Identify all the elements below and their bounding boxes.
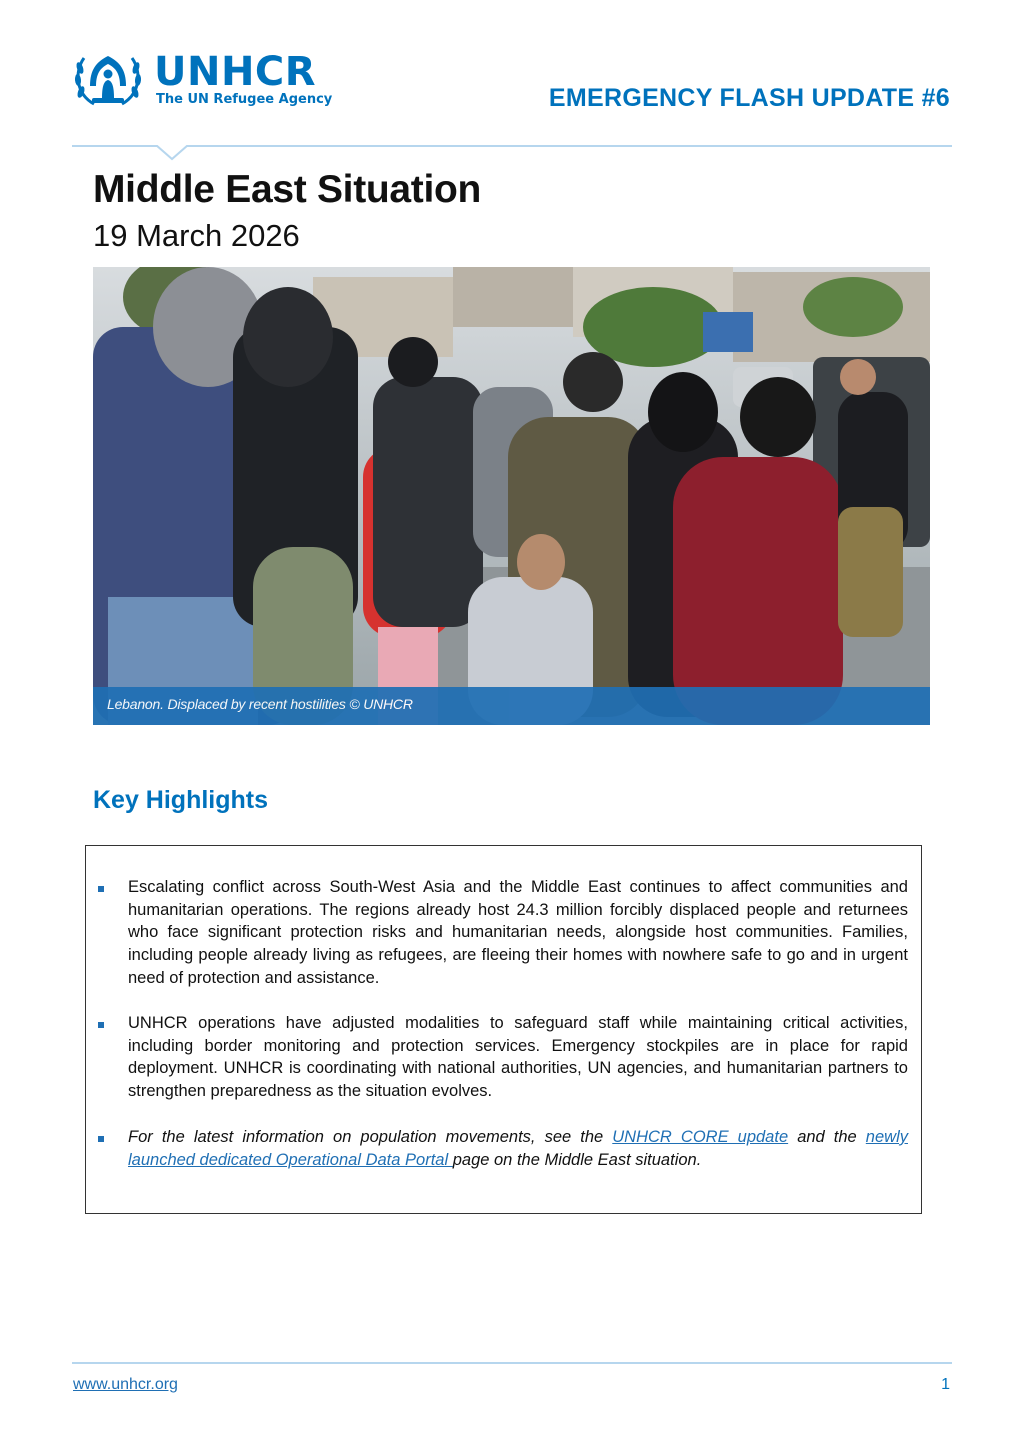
- unhcr-emblem-icon: [72, 48, 144, 110]
- flash-update-title: EMERGENCY FLASH UPDATE #6: [548, 84, 950, 112]
- header-divider: [72, 145, 952, 147]
- key-highlights-box: [85, 845, 922, 1214]
- footer-website-link[interactable]: www.unhcr.org: [73, 1376, 178, 1393]
- page-date: 19 March 2026: [93, 218, 300, 253]
- logo-wordmark: UNHCR: [154, 49, 317, 95]
- unhcr-core-update-link[interactable]: UNHCR CORE update: [612, 1128, 789, 1146]
- key-highlights-heading: Key Highlights: [93, 786, 269, 814]
- highlight-3-text-c: page on the Middle East situation.: [452, 1150, 702, 1169]
- displaced-people-photo: [93, 267, 930, 725]
- bullet-icon: [98, 1022, 104, 1028]
- photo-caption: Lebanon. Displaced by recent hostilities © UNHCR: [107, 696, 413, 712]
- operational-data-portal-link[interactable]: newly launched dedicated Operational Data Portal: [128, 1128, 908, 1169]
- highlight-item-3: [128, 1126, 908, 1171]
- bullet-icon: [98, 886, 104, 892]
- highlight-item-1: Escalating conflict across South-West Asia and the Middle East continues to affect communities and humanitarian operations. The regions already host 24.3 million forcibly displaced people and returnees who face significant protection risks and humanitarian needs, alongside host communities. Families, including people already living as refugees, are fleeing their homes with nowhere safe to go and in urgent need of protection and assistance.: [128, 878, 908, 987]
- page-title: Middle East Situation: [93, 168, 482, 211]
- footer-divider: [72, 1362, 952, 1364]
- photo-caption-bar: [93, 687, 930, 725]
- highlight-3-text-b: and the: [788, 1128, 866, 1146]
- divider-notch-icon: [156, 145, 188, 161]
- unhcr-logo: [72, 48, 342, 112]
- hero-photo: [93, 267, 930, 725]
- bullet-icon: [98, 1136, 104, 1142]
- highlight-3-text-a: For the latest information on population movements, see the: [128, 1128, 613, 1146]
- logo-tagline: The UN Refugee Agency: [156, 92, 333, 107]
- highlight-item-2: UNHCR operations have adjusted modalities to safeguard staff while maintaining critical activities, including border monitoring and protection services. Emergency stockpiles are in place for rapid deployment. UNHCR is coordinating with national authorities, UN agencies, and humanitarian partners to strengthen preparedness as the situation evolves.: [128, 1014, 908, 1101]
- page-number: 1: [941, 1376, 950, 1393]
